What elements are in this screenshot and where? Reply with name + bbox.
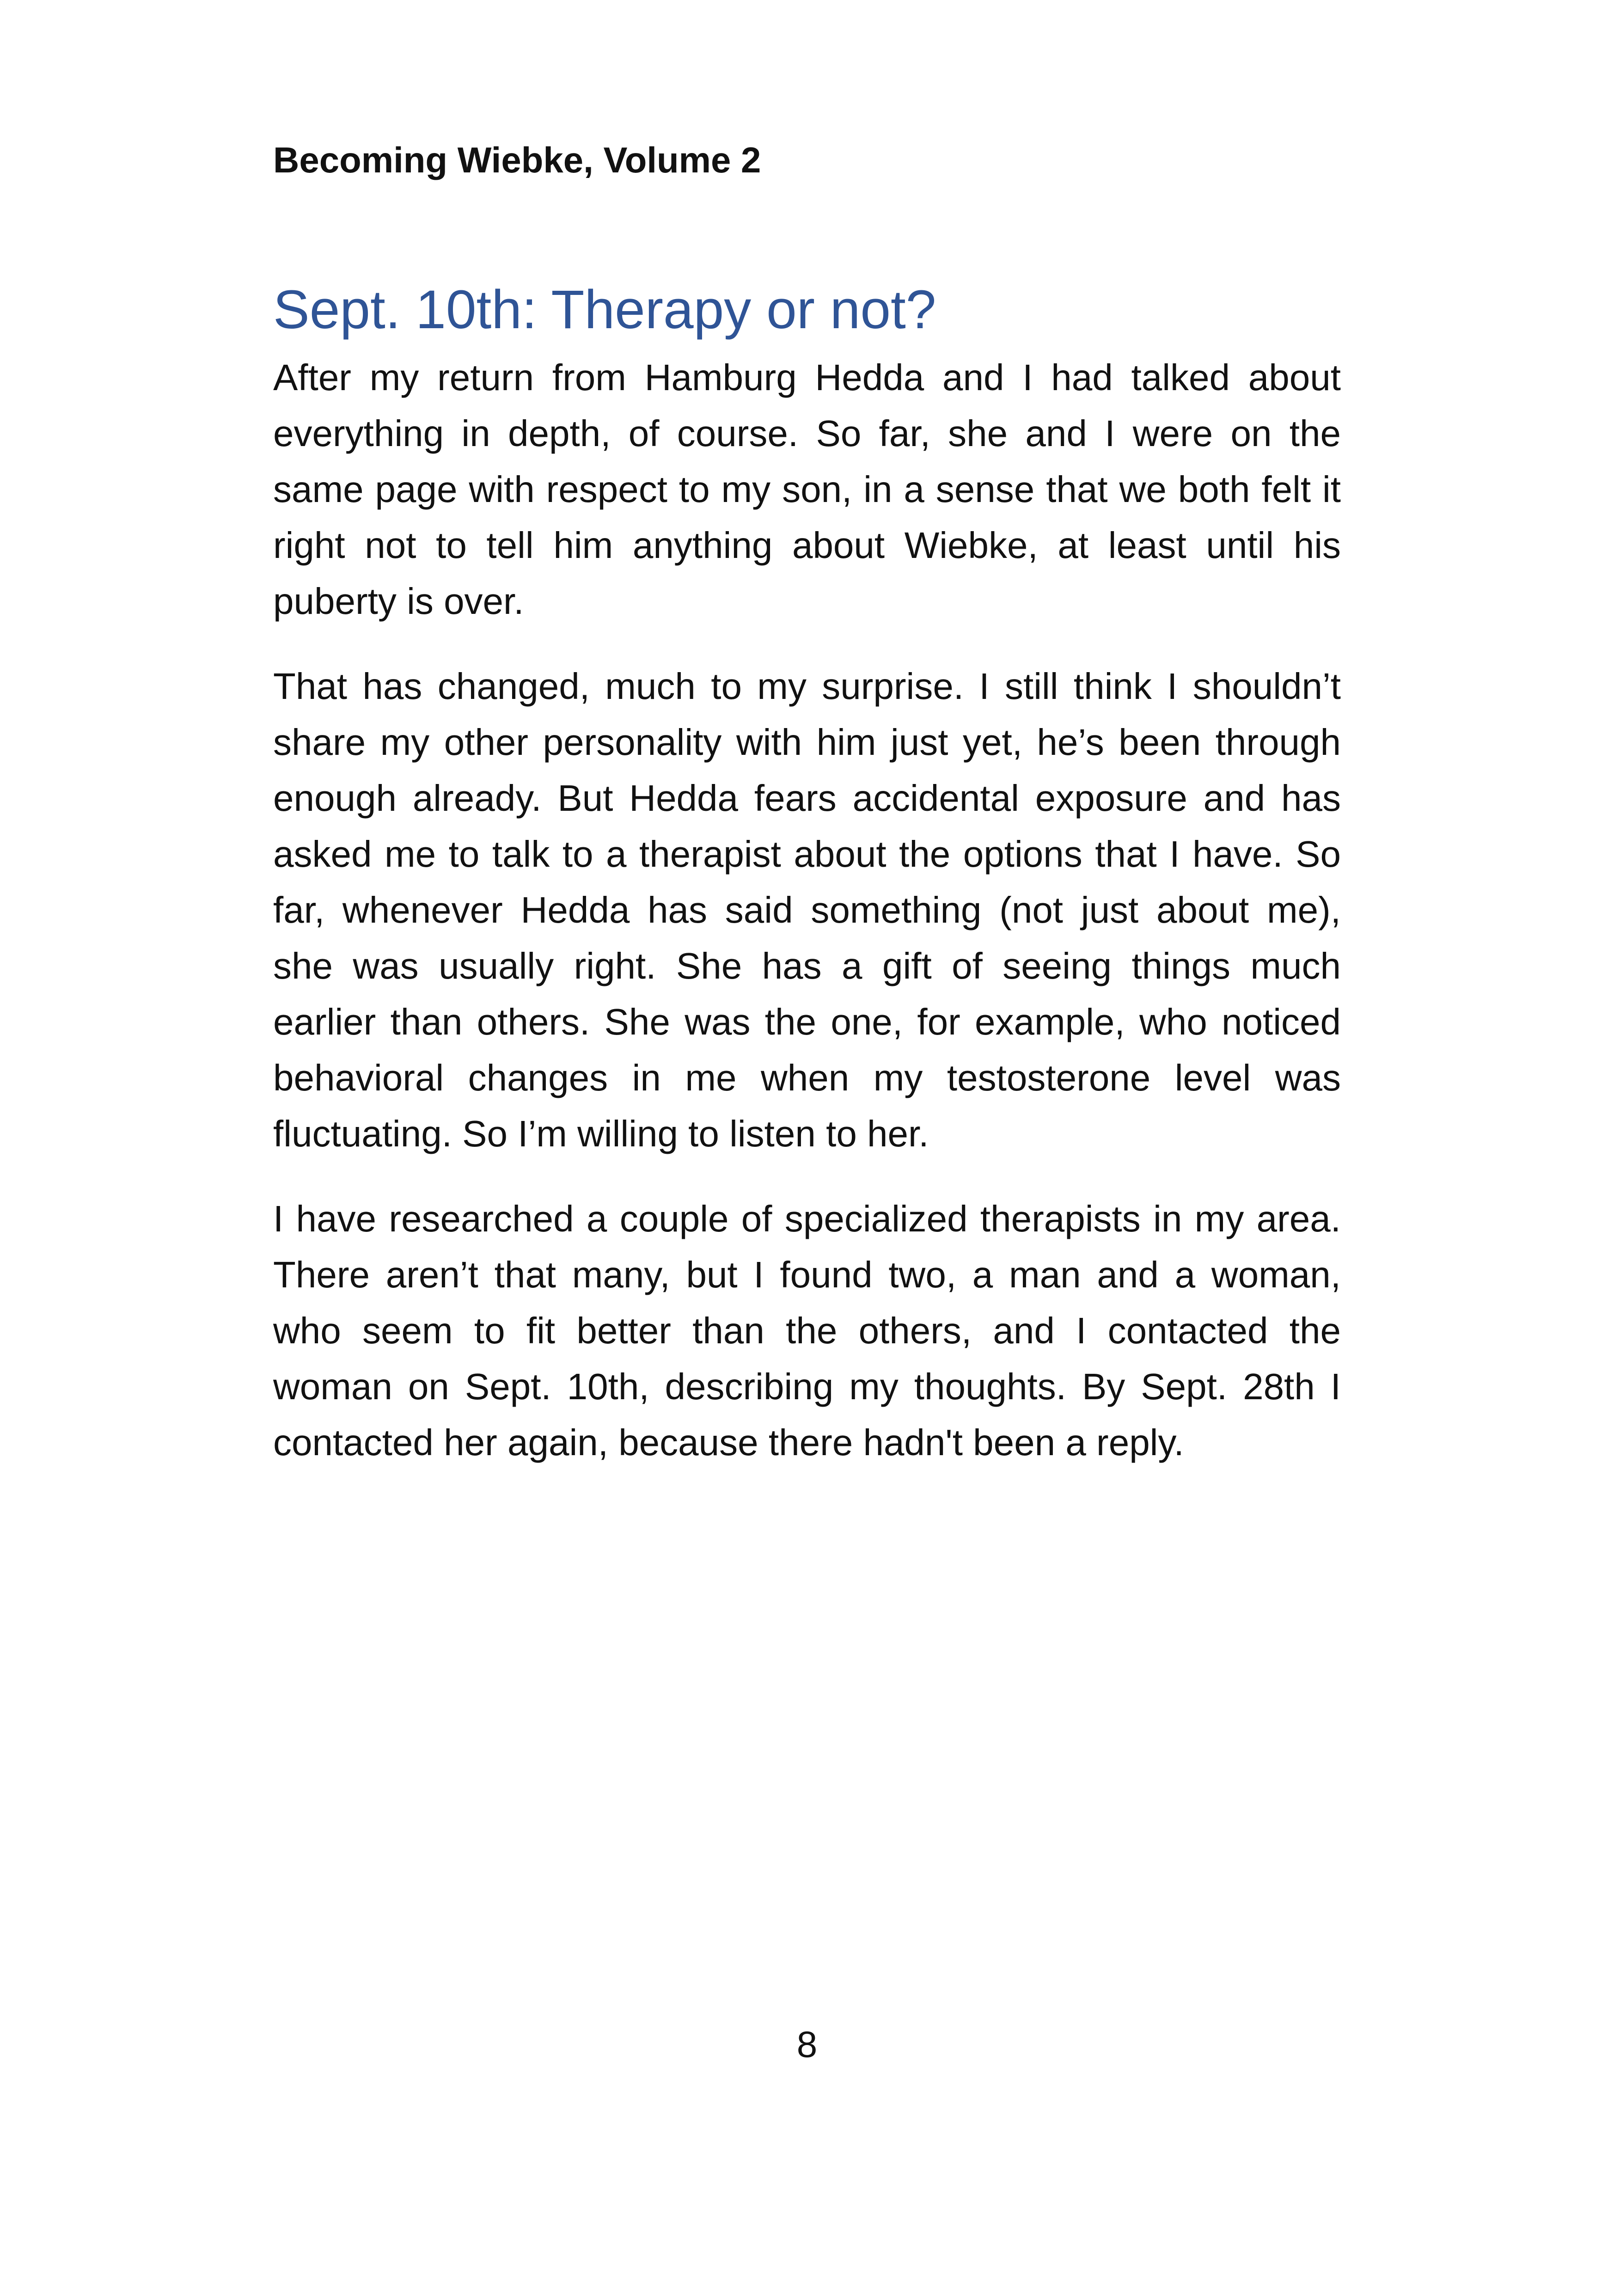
chapter-title: Sept. 10th: Therapy or not? xyxy=(273,279,936,340)
paragraph-3: I have researched a couple of specialized therapists in my area. There aren’t that many, but I found two, a man and a woman, who seem to fit better than the others, and I contacted the woman on Sept. 10th, describing my thoughts. By Sept. 28th I contacted her again, because there hadn't been a reply. xyxy=(273,1198,1341,1463)
running-header-book-title: Becoming Wiebke, Volume 2 xyxy=(273,140,761,180)
page-number: 8 xyxy=(796,2024,818,2065)
paragraph-2: That has changed, much to my surprise. I still think I shouldn’t share my other personality with him just yet, he’s been through enough already. But Hedda fears accidental exposure and has asked me to talk to a therapist about the options that I have. So far, whenever Hedda has said something (not just about me), she was usually right. She has a gift of seeing things much earlier than others. She was the one, for example, who noticed behavioral changes in me when my testosterone level was fluctuating. So I’m willing to listen to her. xyxy=(273,665,1341,1154)
paragraph-1: After my return from Hamburg Hedda and I had talked about everything in depth, of course. So far, she and I were on the same page with respect to my son, in a sense that we both felt it right not to tell him anything about Wiebke, at least until his puberty is over. xyxy=(273,356,1341,622)
chapter-content xyxy=(273,277,1341,1500)
